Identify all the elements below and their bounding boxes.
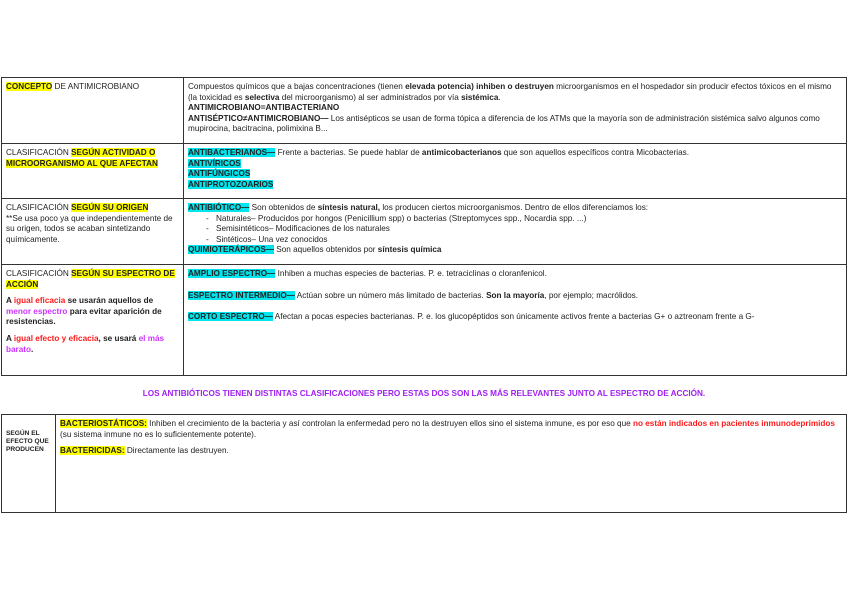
origen-list [188,214,842,246]
classification-table [1,77,847,376]
list-item: - Sintéticos– Una vez conocidos [216,235,842,246]
efecto-label: SEGÚN EL EFECTO QUE PRODUCEN [2,415,56,513]
actividad-antiviricos: ANTIVÍRICOS [188,158,241,168]
espectro-note-1: A igual eficacia se usarán aquellos de menor espectro para evitar aparición de resistencias. [6,296,162,327]
espectro-content [184,265,847,376]
actividad-antifungicos: ANTIFÚNGICOS [188,169,251,179]
origen-content [184,199,847,265]
row-efecto [2,415,847,513]
efecto-bacteriostaticos: BACTERIOSTÁTICOS: Inhiben el crecimiento de la bacteria y así controlan la enfermedad pero no la destruyen ellos sino el sistema inmune, es por eso que no están indicados en pacientes inmunodeprimidos (su sistema inmune no es lo suficientemente potente). [60,419,835,439]
actividad-antibacterianos: ANTIBACTERIANOS— Frente a bacterias. Se puede hablar de antimicobacterianos que son aquellos específicos contra Micobacterias. [188,148,690,157]
concepto-equivalence: ANTIMICROBIANO=ANTIBACTERIANO [188,103,340,113]
espectro-corto: CORTO ESPECTRO— Afectan a pocas especies bacterianas. P. e. los glucopéptidos son únicamente activos frente a bacterias G+ o aztreonam frente a G- [188,312,755,322]
origen-antibiotico: ANTIBIÓTICO— Son obtenidos de síntesis natural, los producen ciertos microorganismos. Dentro de ellos diferenciamos los: [188,203,649,212]
list-item: - Naturales– Producidos por hongos (Penicillium spp) o bacterias (Streptomyces spp., Nocardia spp. ...) [216,214,842,225]
origen-note: **Se usa poco ya que independientemente de su origen, todos se acaban sintetizando químicamente. [6,213,173,244]
actividad-label: CLASIFICACIÓN SEGÚN ACTIVIDAD O MICROORGANISMO AL QUE AFECTAN [2,144,184,199]
actividad-content [184,144,847,199]
list-item: - Semisintéticos– Modificaciones de los naturales [216,224,842,235]
espectro-label: CLASIFICACIÓN SEGÚN SU ESPECTRO DE ACCIÓN A igual eficacia se usarán aquellos de menor espectro para evitar aparición de resistencias. A igual efecto y eficacia, se usará el más barato. [2,265,184,376]
espectro-amplio: AMPLIO ESPECTRO— Inhiben a muchas especies de bacterias. P. e. tetraciclinas o cloranfenicol. [188,269,547,278]
concepto-definition: Compuestos químicos que a bajas concentraciones (tienen elevada potencia) inhiben o destruyen microorganismos en el hospedador sin producir efectos tóxicos en el mismo (la toxicidad es selectiva del microorganismo) al ser administrados por vía sistémica. [188,82,832,102]
row-concepto [2,78,847,144]
row-espectro [2,265,847,376]
concepto-content [184,78,847,144]
espectro-note-2: A igual efecto y eficacia, se usará el más barato. [6,333,165,354]
efecto-content [56,415,847,513]
origen-label: CLASIFICACIÓN SEGÚN SU ORIGEN **Se usa poco ya que independientemente de su origen, todos se acaban sintetizando químicamente. [2,199,184,265]
efecto-bactericidas: BACTERICIDAS: Directamente las destruyen. [60,446,229,456]
concepto-label: CONCEPTO DE ANTIMICROBIANO [2,78,184,144]
actividad-antiprotozoarios: ANTIPROTOZOARIOS [188,179,274,189]
effect-table [1,414,847,513]
section-heading: LOS ANTIBIÓTICOS TIENEN DISTINTAS CLASIFICACIONES PERO ESTAS DOS SON LAS MÁS RELEVANTES JUNTO AL ESPECTRO DE ACCIÓN. [142,389,706,398]
espectro-intermedio: ESPECTRO INTERMEDIO— Actúan sobre un número más limitado de bacterias. Son la mayoría, por ejemplo; macrólidos. [188,290,639,300]
row-actividad [2,144,847,199]
row-origen [2,199,847,265]
origen-quimioterapicos: QUIMIOTERÁPICOS— Son aquellos obtenidos por síntesis química [188,245,442,255]
concepto-antiseptico: ANTISÉPTICO≠ANTIMICROBIANO— Los antisépticos se usan de forma tópica a diferencia de los ATMs que la mayoría son de administración sistémica salvo algunos como mupirocina, bacitracina, polimixina B... [188,113,820,134]
